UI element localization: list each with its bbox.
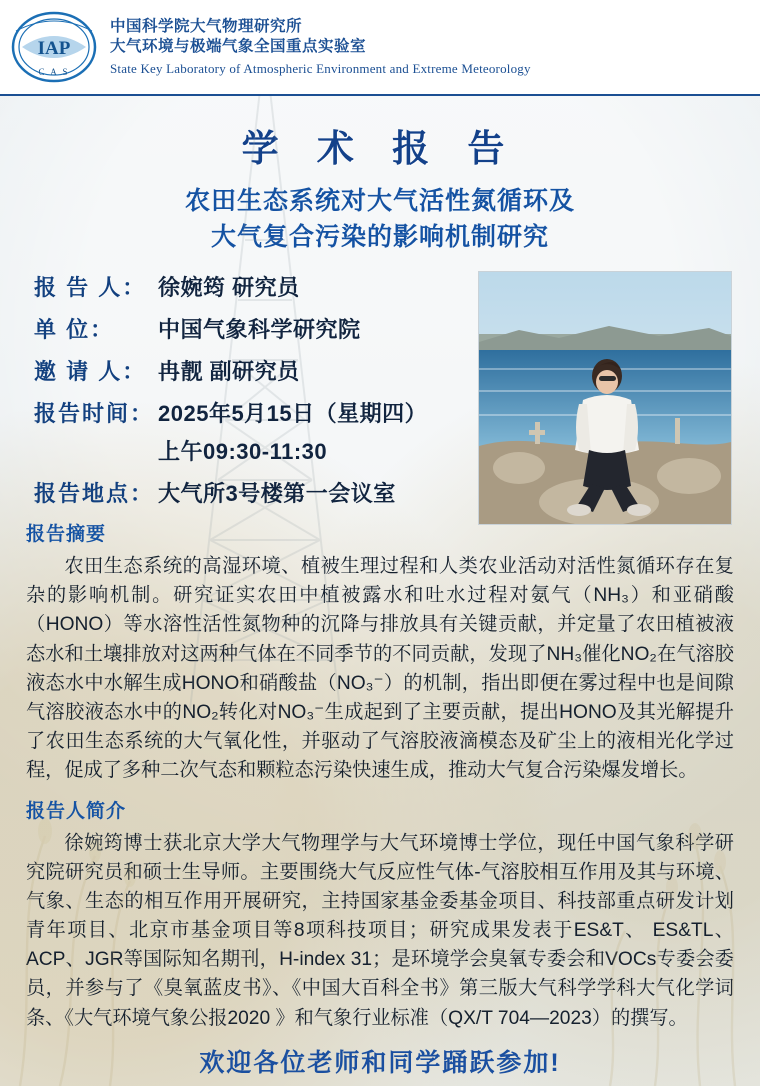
svg-text:C A S: C A S: [38, 67, 70, 77]
info-value-date: 2025年5月15日（星期四）: [158, 401, 428, 426]
page-title: 学 术 报 告: [241, 128, 519, 169]
welcome-footer: 欢迎各位老师和同学踊跃参加!: [199, 1048, 561, 1077]
abstract-section: [0, 519, 760, 786]
institute-name-block: [110, 17, 531, 77]
info-label-venue: 报告地点：: [34, 481, 155, 506]
org-line-1: 中国科学院大气物理研究所: [110, 17, 303, 35]
talk-title-line-2: 大气复合污染的影响机制研究: [210, 222, 549, 251]
page-header: [0, 0, 760, 96]
institute-logo-icon: [8, 8, 100, 86]
org-line-2: 大气环境与极端气象全国重点实验室: [110, 38, 367, 56]
info-value-speaker: 徐婉筠 研究员: [158, 275, 300, 300]
info-label-inviter: 邀 请 人：: [34, 359, 147, 384]
talk-title-line-1: 农田生态系统对大气活性氮循环及: [184, 187, 575, 215]
speaker-photo: [478, 271, 732, 525]
org-line-3-english: State Key Laboratory of Atmospheric Environment and Extreme Meteorology: [110, 60, 531, 76]
talk-info-block: [0, 271, 760, 508]
bio-title: 报告人简介: [26, 800, 127, 822]
info-value-venue: 大气所3号楼第一会议室: [158, 481, 396, 506]
info-label-affiliation: 单 位：: [34, 317, 115, 342]
info-value-inviter: 冉靓 副研究员: [158, 359, 300, 384]
info-value-affiliation: 中国气象科学研究院: [158, 317, 361, 342]
abstract-title: 报告摘要: [26, 524, 107, 545]
talk-title: [0, 184, 760, 255]
bio-body: 徐婉筠博士获北京大学大气物理学与大气环境博士学位，现任中国气象科学研究院研究员和硕士生导师。主要围绕大气反应性气体-气溶胶相互作用及其与环境、气象、生态的相互作用开展研究，主持国家基金委基金项目、科技部重点研发计划青年项目、北京市基金项目等8项科技项目；研究成果发表于ES&T、 ES&TL、ACP、JGR等国际知名期刊，H-index 31；是环境学会臭氧专委会和VOCs专委会委员，并参与了《臭氧蓝皮书》、《中国大百科全书》第三版大气科学学科大气化学词条、《大气环境气象公报2020 》和气象行业标准（QX/T 704—2023）的撰写。: [26, 832, 734, 1029]
svg-text:IAP: IAP: [37, 38, 71, 59]
info-label-date: 报告时间：: [34, 401, 155, 426]
info-value-time: 上午09:30-11:30: [158, 439, 328, 464]
abstract-body: 农田生态系统的高湿环境、植被生理过程和人类农业活动对活性氮循环存在复杂的影响机制。研究证实农田中植被露水和吐水过程对氨气（NH₃）和亚硝酸（HONO）等水溶性活性氮物种的沉降与排放具有关键贡献，并定量了农田植被液态水和土壤排放对这两种气体在不同季节的不同贡献，发现了NH₃催化NO₂在气溶胶液态水中水解生成HONO和硝酸盐（NO₃⁻）的机制，指出即便在雾过程中也是间隙气溶胶液态水中的NO₂转化对NO₃⁻生成起到了主要贡献，提出HONO及其光解提升了农田生态系统的大气氧化性，并驱动了气溶胶液滴模态及矿尘上的液相光化学过程，促成了多种二次气态和颗粒态污染快速生成，推动大气复合污染爆发增长。: [26, 556, 734, 782]
info-label-speaker: 报 告 人：: [34, 275, 147, 300]
bio-section: [0, 796, 760, 1033]
